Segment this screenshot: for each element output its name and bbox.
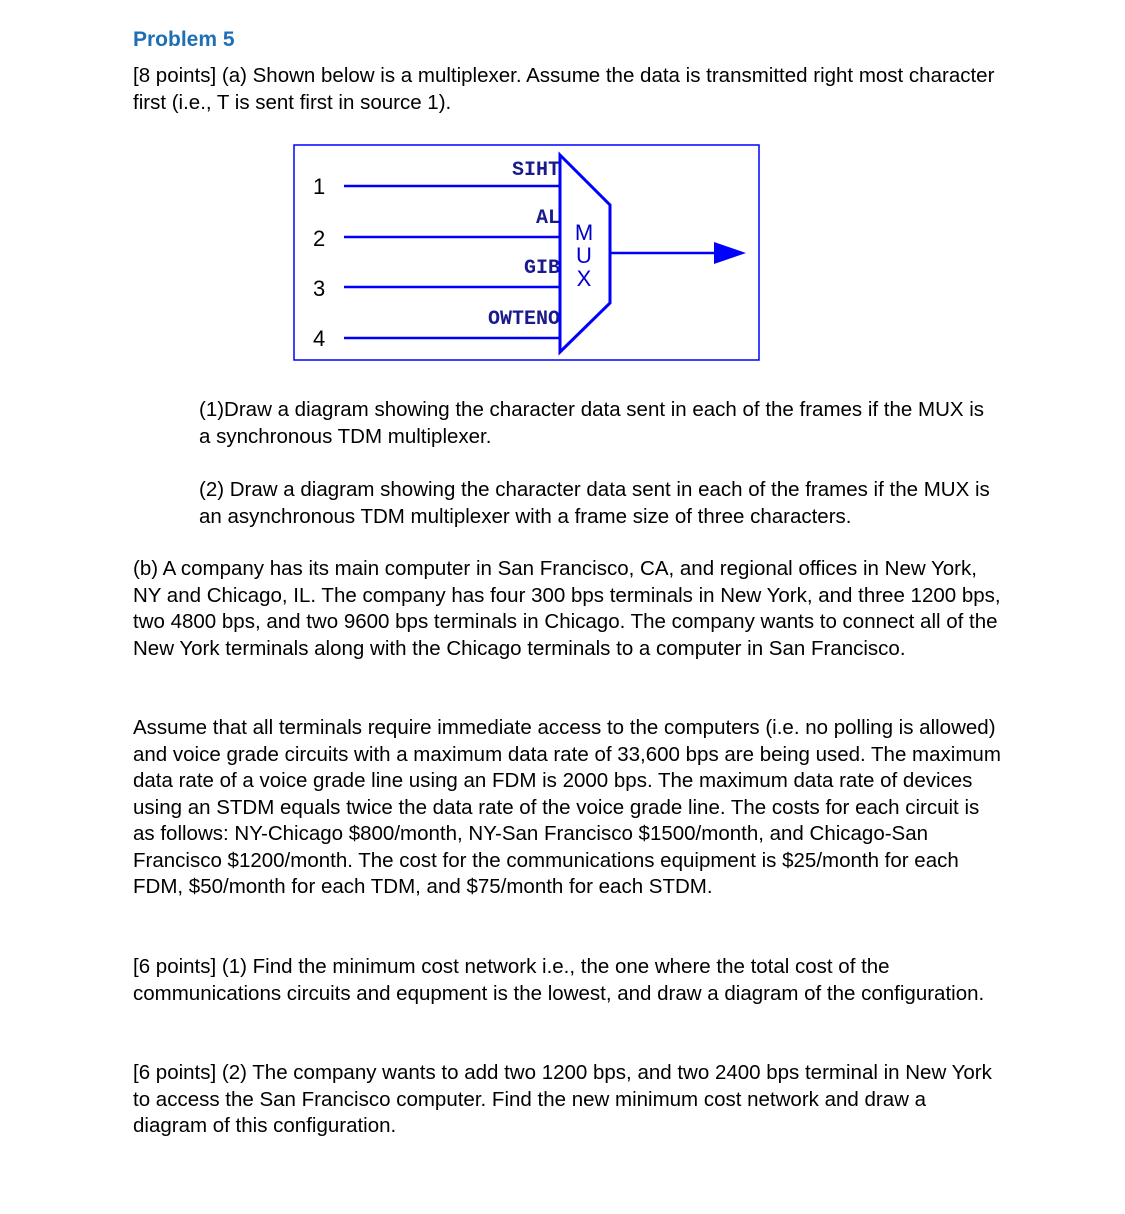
part-a-question-1: (1)Draw a diagram showing the character data sent in each of the frames if the MUX is a synchronous TDM multiplexer. — [199, 398, 985, 448]
part-b-assumptions: Assume that all terminals require immediate access to the computers (i.e. no polling is allowed) and voice grade circuits with a maximum data rate of 33,600 bps are being used. The maximum data rate of a voice grade line using an FDM is 2000 bps. The maximum data rate of devices using an STDM equals twice the data rate of the voice grade line. The costs for each circuit is as follows: NY-Chicago $800/month, NY-San Francisco $1500/month, and Chicago-San Francisco $1200/month. The cost for the communications equipment is $25/month for each FDM, $50/month for each TDM, and $75/month for each STDM. — [133, 716, 1001, 898]
mux-letter-m: M — [574, 220, 594, 245]
part-b-question-2: [6 points] (2) The company wants to add two 1200 bps, and two 2400 bps terminal in New York to access the San Francisco computer. Find the new minimum cost network and draw a diagram of this configuration. — [133, 1061, 992, 1137]
source-data-3: GIB — [523, 257, 560, 280]
source-label-3: 3 — [313, 276, 326, 301]
problem-intro: [8 points] (a) Shown below is a multiplexer. Assume the data is transmitted right most character first (i.e., T is sent first in source 1). — [133, 64, 995, 114]
source-data-4: OWTENO — [487, 308, 560, 331]
source-data-1: SIHT — [511, 159, 560, 182]
mux-letter-u: U — [576, 243, 592, 268]
source-label-4: 4 — [313, 326, 326, 351]
part-b-question-1: [6 points] (1) Find the minimum cost network i.e., the one where the total cost of the communications circuits and equpment is the lowest, and draw a diagram of the configuration. — [133, 955, 985, 1005]
part-a-question-2: (2) Draw a diagram showing the character data sent in each of the frames if the MUX is an asynchronous TDM multiplexer with a frame size of three characters. — [199, 478, 990, 528]
source-data-2: AL — [535, 207, 560, 230]
part-b-intro: (b) A company has its main computer in San Francisco, CA, and regional offices in New York, NY and Chicago, IL. The company has four 300 bps terminals in New York, and three 1200 bps, two 4800 bps, and two 9600 bps terminals in Chicago. The company wants to connect all of the New York terminals along with the Chicago terminals to a computer in San Francisco. — [133, 557, 1001, 660]
problem-title: Problem 5 — [133, 28, 235, 51]
mux-letter-x: X — [576, 266, 592, 291]
source-label-1: 1 — [313, 174, 326, 199]
source-label-2: 2 — [313, 226, 326, 251]
multiplexer-diagram — [292, 143, 762, 365]
